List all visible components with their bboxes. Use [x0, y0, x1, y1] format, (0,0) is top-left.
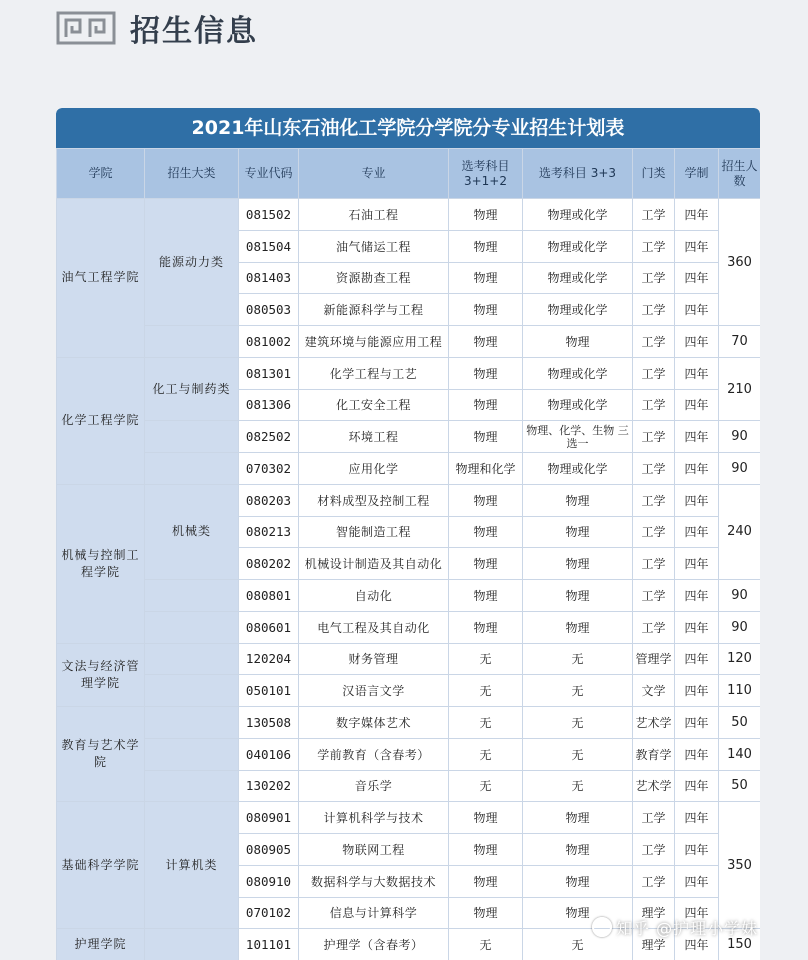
major-cell: 建筑环境与能源应用工程	[299, 326, 449, 358]
table-row	[57, 643, 761, 675]
major-cell: 护理学（含春考）	[299, 929, 449, 960]
subjects-33-cell: 物理	[523, 865, 633, 897]
discipline-cell: 教育学	[633, 738, 675, 770]
duration-cell: 四年	[675, 421, 719, 453]
discipline-cell: 艺术学	[633, 707, 675, 739]
subjects-312-cell: 物理	[449, 516, 523, 548]
subjects-312-cell: 物理	[449, 421, 523, 453]
discipline-cell: 工学	[633, 802, 675, 834]
subjects-312-cell: 物理	[449, 294, 523, 326]
duration-cell: 四年	[675, 834, 719, 866]
subjects-312-cell: 物理	[449, 580, 523, 612]
discipline-cell: 工学	[633, 326, 675, 358]
enrollment-cell: 90	[719, 453, 761, 485]
major-cell: 汉语言文学	[299, 675, 449, 707]
discipline-cell: 文学	[633, 675, 675, 707]
discipline-cell: 工学	[633, 611, 675, 643]
subjects-312-cell: 无	[449, 770, 523, 802]
duration-cell: 四年	[675, 326, 719, 358]
duration-cell: 四年	[675, 770, 719, 802]
college-cell: 油气工程学院	[57, 199, 145, 358]
table-row	[57, 675, 761, 707]
code-cell: 101101	[239, 929, 299, 960]
category-cell	[145, 580, 239, 612]
enrollment-plan-sheet	[56, 108, 760, 960]
code-cell: 081002	[239, 326, 299, 358]
duration-cell: 四年	[675, 516, 719, 548]
college-cell: 教育与艺术学院	[57, 707, 145, 802]
subjects-33-cell: 物理	[523, 548, 633, 580]
duration-cell: 四年	[675, 548, 719, 580]
subjects-33-cell: 物理或化学	[523, 230, 633, 262]
duration-cell: 四年	[675, 865, 719, 897]
subjects-33-cell: 物理	[523, 897, 633, 929]
subjects-312-cell: 物理	[449, 262, 523, 294]
subjects-33-cell: 无	[523, 675, 633, 707]
discipline-cell: 工学	[633, 389, 675, 421]
major-cell: 数字媒体艺术	[299, 707, 449, 739]
code-cell: 130508	[239, 707, 299, 739]
subjects-312-cell: 物理	[449, 484, 523, 516]
code-cell: 080503	[239, 294, 299, 326]
subjects-312-cell: 物理	[449, 199, 523, 231]
enrollment-cell: 360	[719, 199, 761, 326]
table-row	[57, 199, 761, 231]
table-title: 2021年山东石油化工学院分学院分专业招生计划表	[56, 108, 760, 148]
code-cell: 050101	[239, 675, 299, 707]
category-cell: 计算机类	[145, 802, 239, 929]
code-cell: 081306	[239, 389, 299, 421]
watermark	[592, 916, 758, 939]
duration-cell: 四年	[675, 580, 719, 612]
category-cell	[145, 707, 239, 739]
enrollment-cell: 140	[719, 738, 761, 770]
table-row	[57, 611, 761, 643]
subjects-312-cell: 无	[449, 738, 523, 770]
zhihu-logo-icon	[592, 917, 612, 937]
subjects-33-cell: 物理	[523, 802, 633, 834]
major-cell: 自动化	[299, 580, 449, 612]
table-row	[57, 357, 761, 389]
college-cell: 化学工程学院	[57, 357, 145, 484]
page-title: 招生信息	[130, 14, 258, 49]
enrollment-cell: 90	[719, 611, 761, 643]
col-header-subjects-33: 选考科目 3+3	[523, 149, 633, 199]
duration-cell: 四年	[675, 199, 719, 231]
college-cell: 文法与经济管理学院	[57, 643, 145, 707]
subjects-312-cell: 物理	[449, 834, 523, 866]
subjects-312-cell: 无	[449, 675, 523, 707]
category-cell	[145, 421, 239, 453]
discipline-cell: 工学	[633, 199, 675, 231]
major-cell: 电气工程及其自动化	[299, 611, 449, 643]
subjects-33-cell: 物理、化学、生物 三选一	[523, 421, 633, 453]
subjects-312-cell: 物理	[449, 611, 523, 643]
table-row	[57, 707, 761, 739]
enrollment-cell: 120	[719, 643, 761, 675]
major-cell: 计算机科学与技术	[299, 802, 449, 834]
discipline-cell: 工学	[633, 262, 675, 294]
code-cell: 081301	[239, 357, 299, 389]
major-cell: 机械设计制造及其自动化	[299, 548, 449, 580]
subjects-33-cell: 无	[523, 770, 633, 802]
subjects-312-cell: 物理	[449, 802, 523, 834]
duration-cell: 四年	[675, 802, 719, 834]
duration-cell: 四年	[675, 294, 719, 326]
major-cell: 智能制造工程	[299, 516, 449, 548]
code-cell: 070102	[239, 897, 299, 929]
discipline-cell: 工学	[633, 230, 675, 262]
subjects-33-cell: 无	[523, 707, 633, 739]
duration-cell: 四年	[675, 611, 719, 643]
subjects-33-cell: 物理或化学	[523, 262, 633, 294]
code-cell: 081403	[239, 262, 299, 294]
subjects-312-cell: 物理	[449, 865, 523, 897]
major-cell: 信息与计算科学	[299, 897, 449, 929]
major-cell: 应用化学	[299, 453, 449, 485]
table-header-row	[57, 149, 761, 199]
major-cell: 石油工程	[299, 199, 449, 231]
table-row	[57, 421, 761, 453]
meander-logo-icon	[56, 11, 116, 45]
category-cell	[145, 326, 239, 358]
college-cell: 护理学院	[57, 929, 145, 960]
table-row	[57, 326, 761, 358]
subjects-312-cell: 物理	[449, 389, 523, 421]
subjects-33-cell: 物理或化学	[523, 389, 633, 421]
code-cell: 130202	[239, 770, 299, 802]
discipline-cell: 工学	[633, 421, 675, 453]
col-header-subjects-312: 选考科目 3+1+2	[449, 149, 523, 199]
code-cell: 080202	[239, 548, 299, 580]
subjects-33-cell: 物理或化学	[523, 199, 633, 231]
category-cell	[145, 453, 239, 485]
category-cell: 机械类	[145, 484, 239, 579]
duration-cell: 四年	[675, 453, 719, 485]
discipline-cell: 工学	[633, 516, 675, 548]
college-cell: 基础科学学院	[57, 802, 145, 929]
code-cell: 082502	[239, 421, 299, 453]
col-header-code: 专业代码	[239, 149, 299, 199]
subjects-312-cell: 物理和化学	[449, 453, 523, 485]
discipline-cell: 工学	[633, 453, 675, 485]
major-cell: 音乐学	[299, 770, 449, 802]
enrollment-cell: 90	[719, 421, 761, 453]
enrollment-table	[56, 148, 760, 960]
code-cell: 080905	[239, 834, 299, 866]
duration-cell: 四年	[675, 738, 719, 770]
code-cell: 081502	[239, 199, 299, 231]
table-row	[57, 802, 761, 834]
duration-cell: 四年	[675, 897, 719, 929]
table-row	[57, 580, 761, 612]
major-cell: 化工安全工程	[299, 389, 449, 421]
category-cell	[145, 929, 239, 960]
enrollment-cell: 50	[719, 707, 761, 739]
subjects-33-cell: 物理或化学	[523, 357, 633, 389]
duration-cell: 四年	[675, 230, 719, 262]
category-cell	[145, 770, 239, 802]
duration-cell: 四年	[675, 484, 719, 516]
code-cell: 080601	[239, 611, 299, 643]
col-header-duration: 学制	[675, 149, 719, 199]
category-cell: 化工与制药类	[145, 357, 239, 421]
category-cell	[145, 611, 239, 643]
major-cell: 数据科学与大数据技术	[299, 865, 449, 897]
subjects-33-cell: 无	[523, 929, 633, 960]
code-cell: 120204	[239, 643, 299, 675]
code-cell: 080213	[239, 516, 299, 548]
code-cell: 081504	[239, 230, 299, 262]
discipline-cell: 工学	[633, 834, 675, 866]
major-cell: 油气储运工程	[299, 230, 449, 262]
discipline-cell: 工学	[633, 294, 675, 326]
subjects-312-cell: 物理	[449, 326, 523, 358]
subjects-33-cell: 物理	[523, 484, 633, 516]
table-row	[57, 453, 761, 485]
code-cell: 080910	[239, 865, 299, 897]
subjects-312-cell: 物理	[449, 548, 523, 580]
enrollment-cell: 350	[719, 802, 761, 929]
discipline-cell: 工学	[633, 548, 675, 580]
page-header	[56, 6, 258, 50]
subjects-312-cell: 物理	[449, 897, 523, 929]
watermark-text: 知乎 @护理小学妹	[616, 919, 759, 938]
table-row	[57, 484, 761, 516]
duration-cell: 四年	[675, 357, 719, 389]
subjects-33-cell: 物理或化学	[523, 453, 633, 485]
discipline-cell: 理学	[633, 929, 675, 960]
subjects-312-cell: 物理	[449, 357, 523, 389]
duration-cell: 四年	[675, 262, 719, 294]
enrollment-cell: 90	[719, 580, 761, 612]
discipline-cell: 工学	[633, 865, 675, 897]
major-cell: 材料成型及控制工程	[299, 484, 449, 516]
enrollment-cell: 50	[719, 770, 761, 802]
duration-cell: 四年	[675, 707, 719, 739]
code-cell: 080203	[239, 484, 299, 516]
subjects-312-cell: 无	[449, 929, 523, 960]
duration-cell: 四年	[675, 675, 719, 707]
major-cell: 学前教育（含春考）	[299, 738, 449, 770]
category-cell	[145, 643, 239, 675]
duration-cell: 四年	[675, 389, 719, 421]
enrollment-cell: 150	[719, 929, 761, 960]
duration-cell: 四年	[675, 929, 719, 960]
discipline-cell: 工学	[633, 580, 675, 612]
major-cell: 环境工程	[299, 421, 449, 453]
major-cell: 化学工程与工艺	[299, 357, 449, 389]
subjects-33-cell: 无	[523, 643, 633, 675]
col-header-category: 招生大类	[145, 149, 239, 199]
category-cell	[145, 675, 239, 707]
col-header-college: 学院	[57, 149, 145, 199]
discipline-cell: 工学	[633, 484, 675, 516]
discipline-cell: 艺术学	[633, 770, 675, 802]
col-header-major: 专业	[299, 149, 449, 199]
code-cell: 080801	[239, 580, 299, 612]
major-cell: 财务管理	[299, 643, 449, 675]
subjects-312-cell: 无	[449, 707, 523, 739]
table-row	[57, 770, 761, 802]
subjects-33-cell: 物理或化学	[523, 294, 633, 326]
college-cell: 机械与控制工程学院	[57, 484, 145, 643]
code-cell: 070302	[239, 453, 299, 485]
subjects-33-cell: 物理	[523, 326, 633, 358]
subjects-312-cell: 无	[449, 643, 523, 675]
enrollment-cell: 70	[719, 326, 761, 358]
category-cell	[145, 738, 239, 770]
subjects-33-cell: 物理	[523, 834, 633, 866]
table-row	[57, 738, 761, 770]
code-cell: 040106	[239, 738, 299, 770]
enrollment-cell: 110	[719, 675, 761, 707]
major-cell: 新能源科学与工程	[299, 294, 449, 326]
subjects-33-cell: 物理	[523, 580, 633, 612]
enrollment-cell: 210	[719, 357, 761, 421]
subjects-33-cell: 物理	[523, 516, 633, 548]
col-header-discipline: 门类	[633, 149, 675, 199]
discipline-cell: 管理学	[633, 643, 675, 675]
subjects-33-cell: 无	[523, 738, 633, 770]
enrollment-cell: 240	[719, 484, 761, 579]
category-cell: 能源动力类	[145, 199, 239, 326]
code-cell: 080901	[239, 802, 299, 834]
discipline-cell: 工学	[633, 357, 675, 389]
discipline-cell: 理学	[633, 897, 675, 929]
major-cell: 物联网工程	[299, 834, 449, 866]
duration-cell: 四年	[675, 643, 719, 675]
subjects-312-cell: 物理	[449, 230, 523, 262]
major-cell: 资源勘查工程	[299, 262, 449, 294]
col-header-enrollment: 招生人数	[719, 149, 761, 199]
subjects-33-cell: 物理	[523, 611, 633, 643]
